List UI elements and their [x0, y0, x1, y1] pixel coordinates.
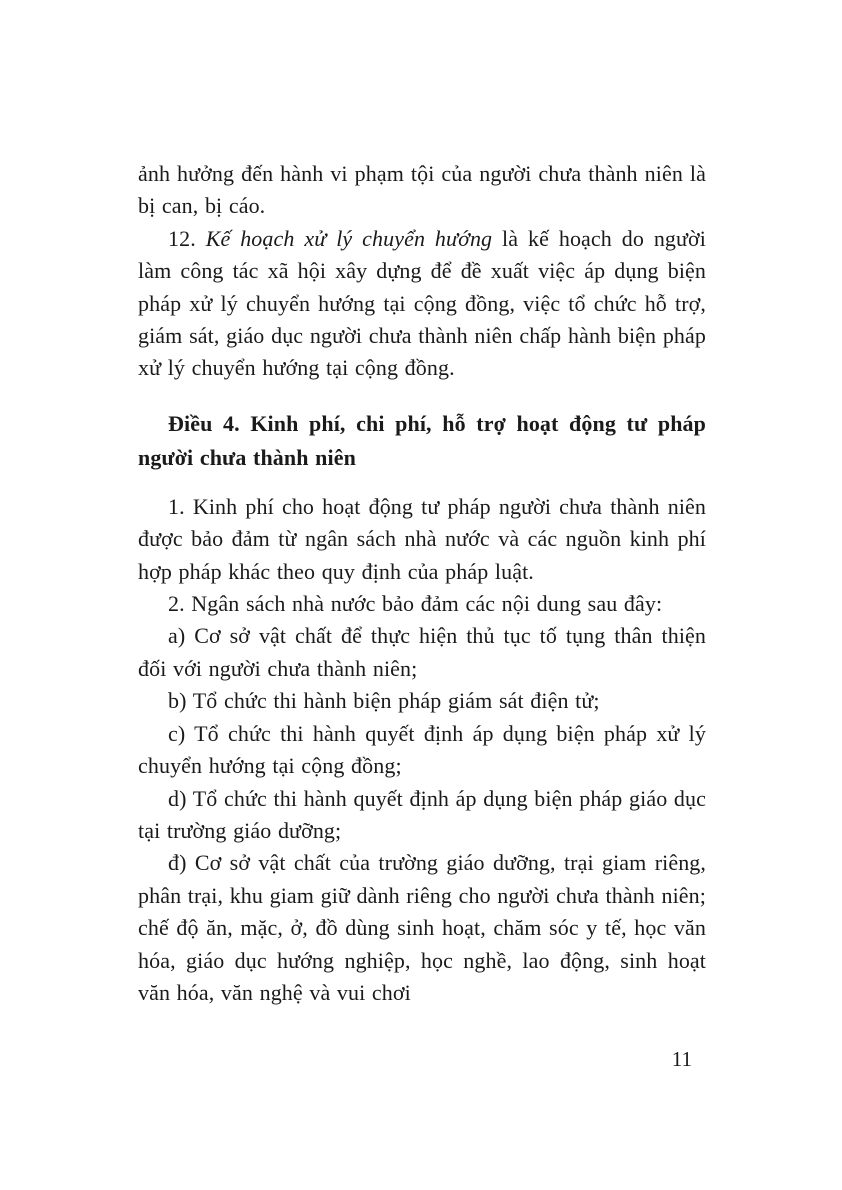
page-number: 11: [671, 1047, 692, 1072]
definition-number: 12.: [168, 225, 206, 251]
article-paragraph-2: 2. Ngân sách nhà nước bảo đảm các nội dung sau đây:: [168, 591, 663, 617]
definition-term: Kế hoạch xử lý chuyển hướng: [205, 225, 493, 251]
article-item-b: b) Tổ chức thi hành biện pháp giám sát điện tử;: [168, 688, 600, 714]
article-item-d: d) Tổ chức thi hành quyết định áp dụng biện pháp giáo dục tại trường giáo dưỡng;: [138, 785, 706, 843]
article-heading: Điều 4. Kinh phí, chi phí, hỗ trợ hoạt động tư pháp người chưa thành niên: [138, 410, 706, 470]
paragraph-continuation: ảnh hưởng đến hành vi phạm tội của người chưa thành niên là bị can, bị cáo.: [138, 161, 706, 219]
article-item-a: a) Cơ sở vật chất để thực hiện thủ tục tố tụng thân thiện đối với người chưa thành niên;: [138, 623, 706, 681]
page-footer: [138, 1045, 706, 1073]
article-item-dd: đ) Cơ sở vật chất của trường giáo dưỡng, trại giam riêng, phân trại, khu giam giữ dành riêng cho người chưa thành niên; chế độ ăn, mặc, ở, đồ dùng sinh hoạt, chăm sóc y tế, học văn hóa, giáo dục hướng nghiệp, học nghề, lao động, sinh hoạt văn hóa, văn nghệ và vui chơi: [138, 850, 706, 1005]
definition-body: là kế hoạch do người làm công tác xã hội xây dựng để đề xuất việc áp dụng biện pháp xử lý chuyển hướng tại cộng đồng, việc tổ chức hỗ trợ, giám sát, giáo dục người chưa thành niên chấp hành biện pháp xử lý chuyển hướng tại cộng đồng.: [138, 225, 707, 381]
paragraph-definition-12: [138, 223, 706, 385]
article-item-c: c) Tổ chức thi hành quyết định áp dụng biện pháp xử lý chuyển hướng tại cộng đồng;: [138, 720, 706, 779]
document-page: [138, 158, 706, 1009]
article-paragraph-1: 1. Kinh phí cho hoạt động tư pháp người chưa thành niên được bảo đảm từ ngân sách nhà nước và các nguồn kinh phí hợp pháp khác theo quy định của pháp luật.: [138, 493, 706, 584]
